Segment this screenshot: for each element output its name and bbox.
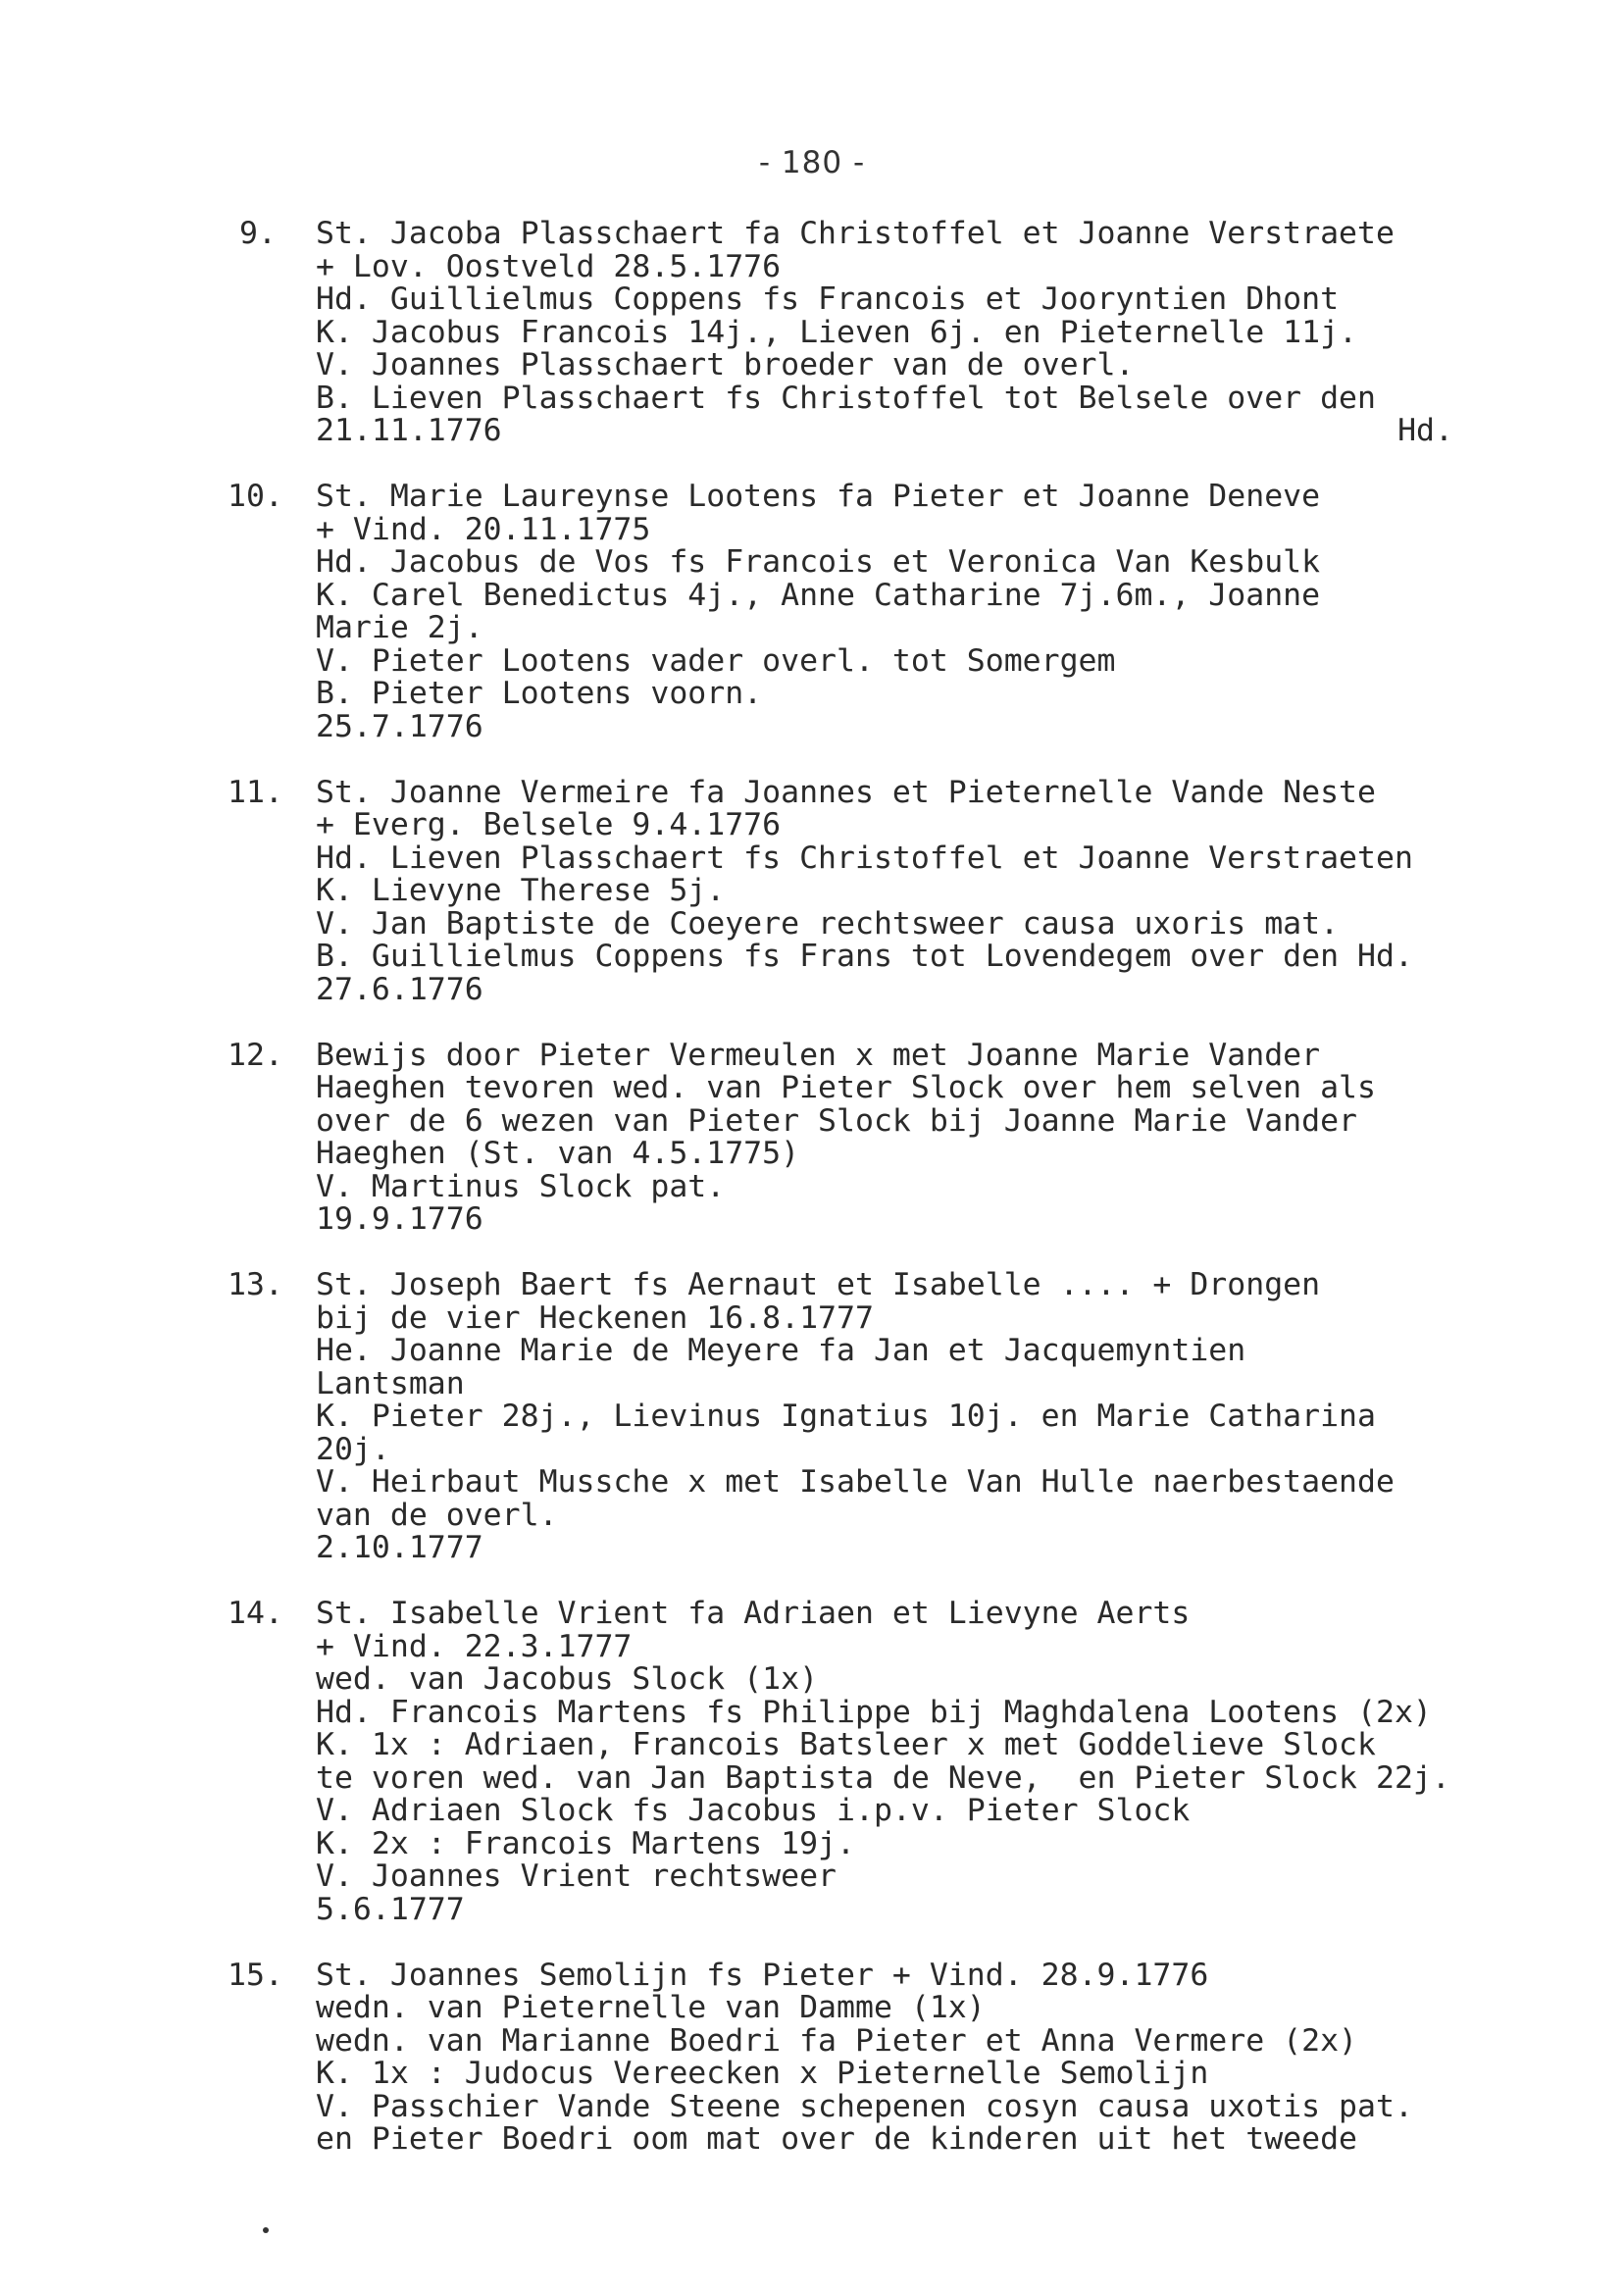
entry-date-line [316, 415, 1453, 448]
entry-date: 19.9.1776 [316, 1201, 483, 1237]
entry-line: V. Pieter Lootens vader overl. tot Somergem [316, 642, 1116, 679]
record-entry-9 [228, 218, 1561, 448]
entry-line: He. Joanne Marie de Meyere fa Jan et Jacquemyntien [316, 1333, 1246, 1368]
entry-line: + Lov. Oostveld 28.5.1776 [316, 248, 782, 284]
record-entry-14 [228, 1598, 1561, 1926]
entry-line: V. Martinus Slock pat. [316, 1168, 726, 1204]
record-entry-12 [228, 1037, 1561, 1237]
entry-line: St. Joseph Baert fs Aernaut et Isabelle .... + Drongen [316, 1267, 1321, 1302]
record-entry-13 [228, 1269, 1561, 1565]
entry-line: K. Carel Benedictus 4j., Anne Catharine 7j.6m., Joanne [316, 577, 1321, 613]
entry-line: V. Joannes Vrient rechtsweer [316, 1858, 837, 1894]
entry-number: 14. [228, 1596, 283, 1631]
entry-line: + Vind. 22.3.1777 [316, 1628, 633, 1664]
entry-line: wedn. van Marianne Boedri fa Pieter et Anna Vermere (2x) [316, 2022, 1358, 2059]
entry-line: Hd. Francois Martens fs Philippe bij Maghdalena Lootens (2x) [316, 1694, 1432, 1730]
entry-line: Bewijs door Pieter Vermeulen x met Joanne Marie Vander [316, 1037, 1321, 1073]
entry-line: Lantsman [316, 1365, 465, 1401]
entry-line: St. Joanne Vermeire fa Joannes et Pieternelle Vande Neste [316, 774, 1376, 810]
entry-number: 11. [228, 774, 283, 810]
entry-line: K. 2x : Francois Martens 19j. [316, 1825, 855, 1861]
entry-line: V. Jan Baptiste de Coeyere rechtsweer causa uxoris mat. [316, 905, 1340, 942]
entry-date: 2.10.1777 [316, 1530, 483, 1565]
entry-line: 20j. [316, 1431, 390, 1467]
entry-line-continuation: Hd. [1397, 413, 1453, 448]
entry-line: K. Jacobus Francois 14j., Lieven 6j. en Pieternelle 11j. [316, 314, 1358, 350]
entry-line: K. Lievyne Therese 5j. [316, 873, 726, 908]
entry-number: 15. [228, 1957, 283, 1993]
entry-line: V. Heirbaut Mussche x met Isabelle Van Hulle naerbestaende [316, 1464, 1395, 1500]
entry-number: 13. [228, 1267, 283, 1302]
entry-line: wed. van Jacobus Slock (1x) [316, 1661, 819, 1697]
record-entry-15 [228, 1957, 1561, 2157]
entry-number: 12. [228, 1037, 283, 1073]
entry-line: B. Pieter Lootens voorn. [316, 676, 763, 711]
entry-line: bij de vier Heckenen 16.8.1777 [316, 1299, 874, 1336]
record-list [228, 218, 1561, 2189]
entry-line: St. Jacoba Plasschaert fa Christoffel et Joanne Verstraete [316, 216, 1395, 251]
entry-line: V. Joannes Plasschaert broeder van de overl. [316, 347, 1135, 382]
entry-line: K. 1x : Judocus Vereecken x Pieternelle Semolijn [316, 2056, 1209, 2091]
entry-line: Hd. Lieven Plasschaert fs Christoffel et Joanne Verstraeten [316, 840, 1413, 876]
entry-line: van de overl. [316, 1497, 558, 1533]
entry-line: + Everg. Belsele 9.4.1776 [316, 807, 782, 842]
entry-date: 5.6.1777 [316, 1891, 465, 1927]
entry-line: te voren wed. van Jan Baptista de Neve, en Pieter Slock 22j. [316, 1759, 1450, 1796]
entry-date: 21.11.1776 [316, 413, 502, 448]
entry-line: Marie 2j. [316, 610, 483, 645]
entry-line: V. Passchier Vande Steene schepenen cosyn causa uxotis pat. [316, 2088, 1413, 2124]
entry-line: St. Marie Laureynse Lootens fa Pieter et Joanne Deneve [316, 479, 1321, 514]
entry-line: St. Joannes Semolijn fs Pieter + Vind. 28.9.1776 [316, 1957, 1209, 1993]
entry-line: Haeghen (St. van 4.5.1775) [316, 1136, 800, 1171]
entry-number: 10. [228, 479, 283, 514]
page-number: - 180 - [758, 145, 866, 180]
entry-line: wedn. van Pieternelle van Damme (1x) [316, 1990, 986, 2025]
stray-ink-dot [263, 2227, 269, 2233]
record-entry-10 [228, 481, 1561, 743]
entry-line: + Vind. 20.11.1775 [316, 511, 651, 547]
entry-line: over de 6 wezen van Pieter Slock bij Joanne Marie Vander [316, 1102, 1358, 1139]
entry-line: V. Adriaen Slock fs Jacobus i.p.v. Pieter Slock [316, 1793, 1191, 1828]
entry-date: 27.6.1776 [316, 971, 483, 1007]
entry-line: Hd. Jacobus de Vos fs Francois et Veronica Van Kesbulk [316, 544, 1321, 580]
entry-date: 25.7.1776 [316, 708, 483, 744]
entry-line: K. Pieter 28j., Lievinus Ignatius 10j. en Marie Catharina [316, 1399, 1376, 1434]
entry-line: K. 1x : Adriaen, Francois Batsleer x met Goddelieve Slock [316, 1727, 1376, 1762]
entry-line: B. Lieven Plasschaert fs Christoffel tot Belsele over den [316, 380, 1376, 416]
entry-number: 9. [239, 216, 277, 251]
record-entry-11 [228, 774, 1561, 1007]
entry-line: Hd. Guillielmus Coppens fs Francois et Jooryntien Dhont [316, 281, 1340, 317]
entry-line: St. Isabelle Vrient fa Adriaen et Lievyne Aerts [316, 1596, 1191, 1631]
entry-line: en Pieter Boedri oom mat over de kinderen uit het tweede [316, 2121, 1358, 2157]
entry-line: Haeghen tevoren wed. van Pieter Slock over hem selven als [316, 1070, 1376, 1105]
entry-line: B. Guillielmus Coppens fs Frans tot Lovendegem over den Hd. [316, 939, 1413, 974]
